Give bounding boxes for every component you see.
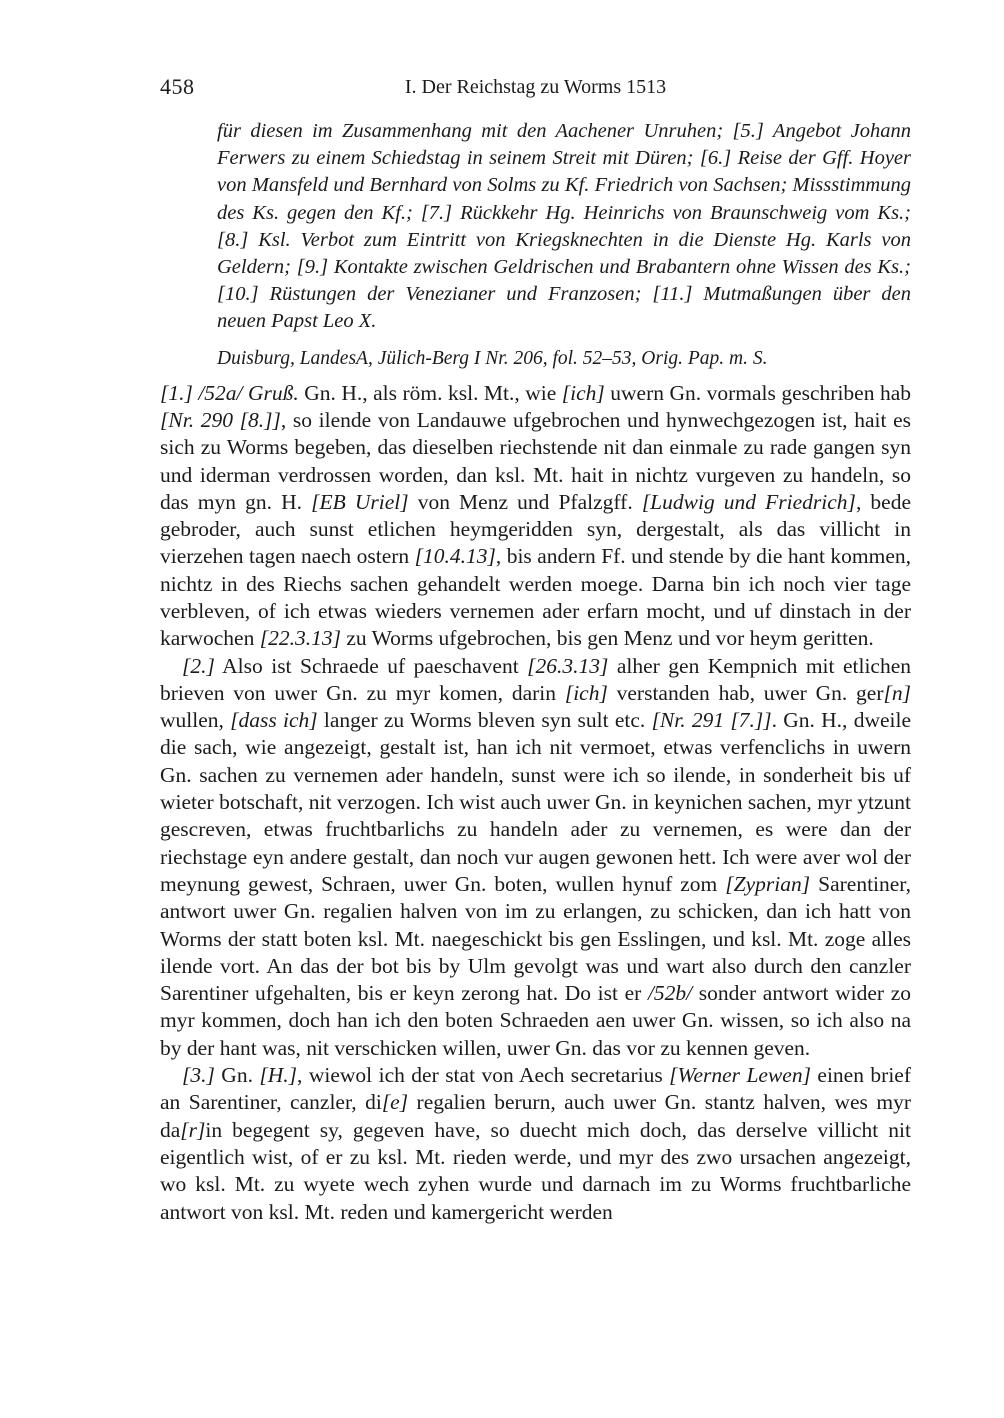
italic-text-run: [H.] [259, 1063, 298, 1088]
italic-text-run: [dass ich] [230, 708, 318, 733]
text-run: verstanden hab, uwer Gn. ger [607, 680, 884, 705]
text-run: langer zu Worms bleven syn sult etc. [317, 708, 652, 733]
text-run: zu Worms ufgebrochen, bis gen Menz und vor heym geritten. [340, 626, 874, 651]
text-run: wullen, [160, 708, 231, 733]
running-header: I. Der Reichstag zu Worms 1513 [404, 76, 667, 98]
italic-text-run: [2.] [182, 653, 215, 678]
text-run: von Menz und Pfalzgff. [408, 489, 642, 514]
italic-text-run: [3.] [182, 1063, 215, 1088]
text-run: regalien berurn, auch uwer Gn. stantz halven, wes myr da [160, 1090, 912, 1142]
source-citation: Duisburg, LandesA, Jülich-Berg I Nr. 206, fol. 52–53, Orig. Pap. m. S. [217, 347, 768, 369]
text-run: Sarentiner, antwort uwer Gn. regalien halven von im zu erlangen, zu schicken, dan ich hatt von Worms der statt boten ksl. Mt. naegeschickt bis gen Esslingen, und ksl. Mt. zoge alles ilende vort. An das der bot bis by Ulm gevolgt was und wart also durch den canzler Sarentiner ufgehalten, bis er keyn zerong hat. Do ist er [160, 871, 911, 1006]
italic-text-run: [Nr. 290 [8.]] [160, 407, 281, 432]
text-run: , bis andern Ff. und stende by die hant kommen, nichtz in des Riechs sachen gehandelt werden moege. Darna bin ich noch vier tage verbleven, of ich etwas wieders vernemen ader erfarn mocht, und uf dinstach in der karwochen [160, 544, 911, 651]
text-run: , so ilende von Landauwe ufgebrochen und hynwechgezogen ist, hait es sich zu Worms begeben, das dieselben riechstende nit dan einmale zu rade gangen syn und iderman verdrossen worden, dan ksl. Mt. hait in nichtz vurgeven zu handeln, so das myn gn. H. [160, 407, 911, 514]
italic-text-run: [EB Uriel] [311, 489, 409, 514]
text-run: Gn. [214, 1063, 260, 1088]
text-run: Gn. H., als röm. ksl. Mt., wie [298, 380, 562, 405]
italic-text-run: [Werner Lewen] [669, 1063, 811, 1088]
letter-body [160, 380, 911, 1226]
text-column [160, 0, 911, 1226]
summary-paragraph: für diesen im Zusammenhang mit den Aachener Unruhen; [5.] Angebot Johann Ferwers zu einem Schiedstag in seinem Streit mit Düren; [6.] Reise der Gff. Hoyer von Mansfeld und Bernhard von Solms zu Kf. Friedrich von Sachsen; Missstimmung des Ks. gegen den Kf.; [7.] Rückkehr Hg. Heinrichs von Braunschweig vom Ks.; [8.] Ksl. Verbot zum Eintritt von Kriegsknechten in die Dienste Hg. Karls von Geldern; [9.] Kontakte zwischen Geldrischen und Brabantern ohne Wissen des Ks.; [10.] Rüstungen der Venezianer und Franzosen; [11.] Mutmaßungen über den neuen Papst Leo X. [217, 120, 911, 333]
italic-text-run: [Zyprian] [725, 871, 811, 896]
italic-text-run: [Ludwig und Friedrich] [641, 489, 856, 514]
body-paragraph-2 [160, 653, 911, 1062]
text-run: in begegent sy, gegeven have, so duecht mich doch, das derselve villicht nit eigentlich wist, of er zu ksl. Mt. rieden werde, und myr des zwo ursachen angezeigt, wo ksl. Mt. zu wyete wech zyhen wurde und darnach im zu Worms fruchtbarliche antwort von ksl. Mt. reden und kamergericht werden [160, 1117, 911, 1224]
text-run: sonder antwort wider zo myr kommen, doch han ich den boten Schraeden aen uwer Gn. wissen, so ich also na by der hant was, nit verschicken willen, uwer Gn. das vor zu kennen geven. [160, 981, 911, 1060]
italic-text-run: [Nr. 291 [7.]] [651, 708, 772, 733]
text-run: einen brief an Sarentiner, canzler, di [160, 1063, 911, 1115]
text-run: Also ist Schraede uf paeschavent [214, 653, 528, 678]
italic-text-run: [10.4.13] [414, 544, 496, 569]
text-run: alher gen Kempnich mit etlichen brieven von uwer Gn. zu myr komen, darin [160, 653, 912, 705]
italic-text-run: [ich] [564, 680, 608, 705]
italic-text-run: [ich] [561, 380, 605, 405]
italic-text-run: [n] [883, 680, 911, 705]
body-paragraph-1 [160, 380, 911, 653]
italic-text-run: [22.3.13] [259, 626, 341, 651]
text-run: , wiewol ich der stat von Aech secretarius [297, 1063, 670, 1088]
italic-text-run: [e] [381, 1090, 409, 1115]
text-run: uwern Gn. vormals geschriben hab [604, 380, 911, 405]
italic-text-run: [26.3.13] [527, 653, 609, 678]
body-paragraph-3 [160, 1062, 911, 1226]
italic-text-run: [1.] /52a/ Gruß. [160, 380, 299, 405]
text-run: , bede gebroder, auch sunst etlichen heymgeridden syn, dergestalt, als das villicht in vierzehen tagen naech ostern [160, 489, 912, 569]
italic-text-run: /52b/ [647, 981, 693, 1006]
page-number: 458 [160, 74, 195, 99]
italic-text-run: [r] [180, 1117, 206, 1142]
text-run: . Gn. H., dweile die sach, wie angezeigt, gestalt ist, han ich nit vermoet, etwas verfenclichs in uwern Gn. sachen zu vernemen ader handeln, sunst were ich so ilende, in sonderheit bis uf wieter botschaft, nit verzogen. Ich wist auch uwer Gn. in keynichen sachen, myr ytzunt gescreven, etwas fruchtbarlichs zu handeln ader zu vernemen, es were dan der riechstage eyn andere gestalt, dan noch vur augen gewonen hett. Ich were aver wol der meynung gewest, Schraen, uwer Gn. boten, wullen hynuf zom [160, 708, 911, 896]
